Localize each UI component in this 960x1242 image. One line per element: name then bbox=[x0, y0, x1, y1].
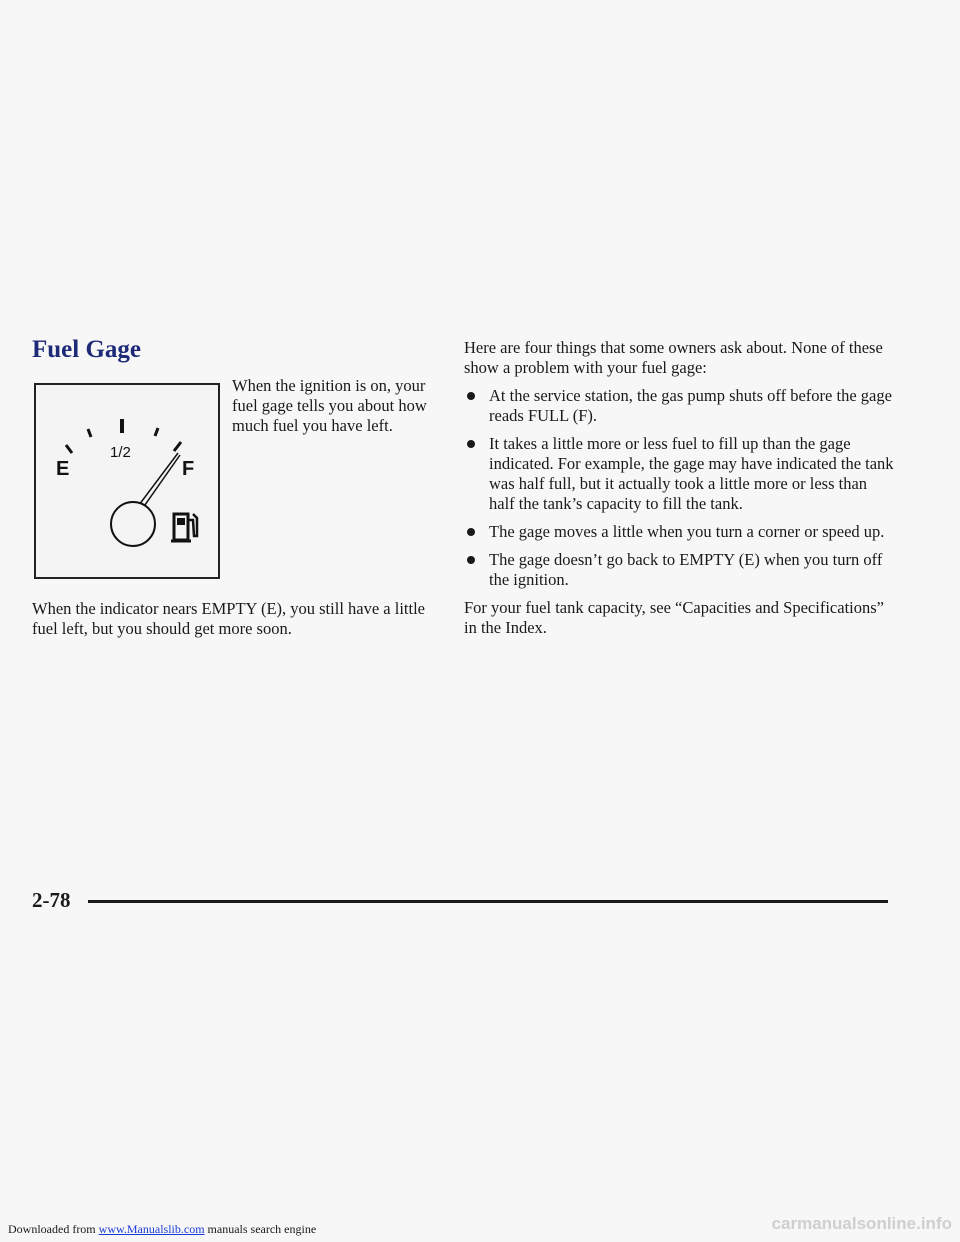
capacity-reference-paragraph: For your fuel tank capacity, see “Capacities and Specifications” in the Index. bbox=[464, 598, 884, 637]
gage-tick bbox=[174, 442, 181, 451]
list-item: The gage doesn’t go back to EMPTY (E) when you turn off the ignition. bbox=[464, 550, 894, 590]
gage-tick bbox=[155, 428, 158, 436]
bullet-icon bbox=[467, 556, 475, 564]
section-title: Fuel Gage bbox=[32, 336, 142, 363]
fuel-pump-icon bbox=[171, 514, 197, 541]
right-column bbox=[464, 338, 894, 646]
page-footer bbox=[32, 888, 888, 914]
gage-needle bbox=[136, 453, 178, 509]
bullet-icon bbox=[467, 528, 475, 536]
watermark-text: carmanualsonline.info bbox=[771, 1214, 952, 1233]
page-number: 2-78 bbox=[32, 888, 71, 912]
fuel-gage-illustration bbox=[34, 383, 220, 579]
gage-label-full: F bbox=[182, 458, 195, 480]
gage-tick bbox=[88, 429, 91, 437]
footer-rule bbox=[88, 900, 888, 903]
gage-hub bbox=[111, 502, 155, 546]
faq-lead-paragraph: Here are four things that some owners ask about. None of these show a problem with your fuel gage: bbox=[464, 338, 883, 377]
list-item: The gage moves a little when you turn a corner or speed up. bbox=[464, 522, 894, 542]
list-item: It takes a little more or less fuel to fill up than the gage indicated. For example, the gage may have indicated the tank was half full, but it actually took a little more or less than half the tank’s capacity to fill the tank. bbox=[464, 434, 894, 514]
manualslib-link[interactable]: www.Manualslib.com bbox=[98, 1222, 205, 1236]
bullet-icon bbox=[467, 440, 475, 448]
gage-label-empty: E bbox=[56, 458, 70, 480]
list-item: At the service station, the gas pump shuts off before the gage reads FULL (F). bbox=[464, 386, 894, 426]
bullet-icon bbox=[467, 392, 475, 400]
intro-paragraph: When the ignition is on, your fuel gage tells you about how much fuel you have left. bbox=[232, 376, 427, 435]
gage-needle-edge bbox=[140, 455, 180, 512]
gage-label-half: 1/2 bbox=[110, 444, 131, 461]
gage-tick bbox=[66, 445, 72, 453]
faq-bullet-list bbox=[464, 386, 894, 590]
download-credit: Downloaded from www.Manualslib.com manuals search engine bbox=[8, 1222, 317, 1236]
empty-warning-paragraph: When the indicator nears EMPTY (E), you still have a little fuel left, but you should get more soon. bbox=[32, 599, 425, 638]
fuel-gage-icon bbox=[36, 385, 218, 577]
